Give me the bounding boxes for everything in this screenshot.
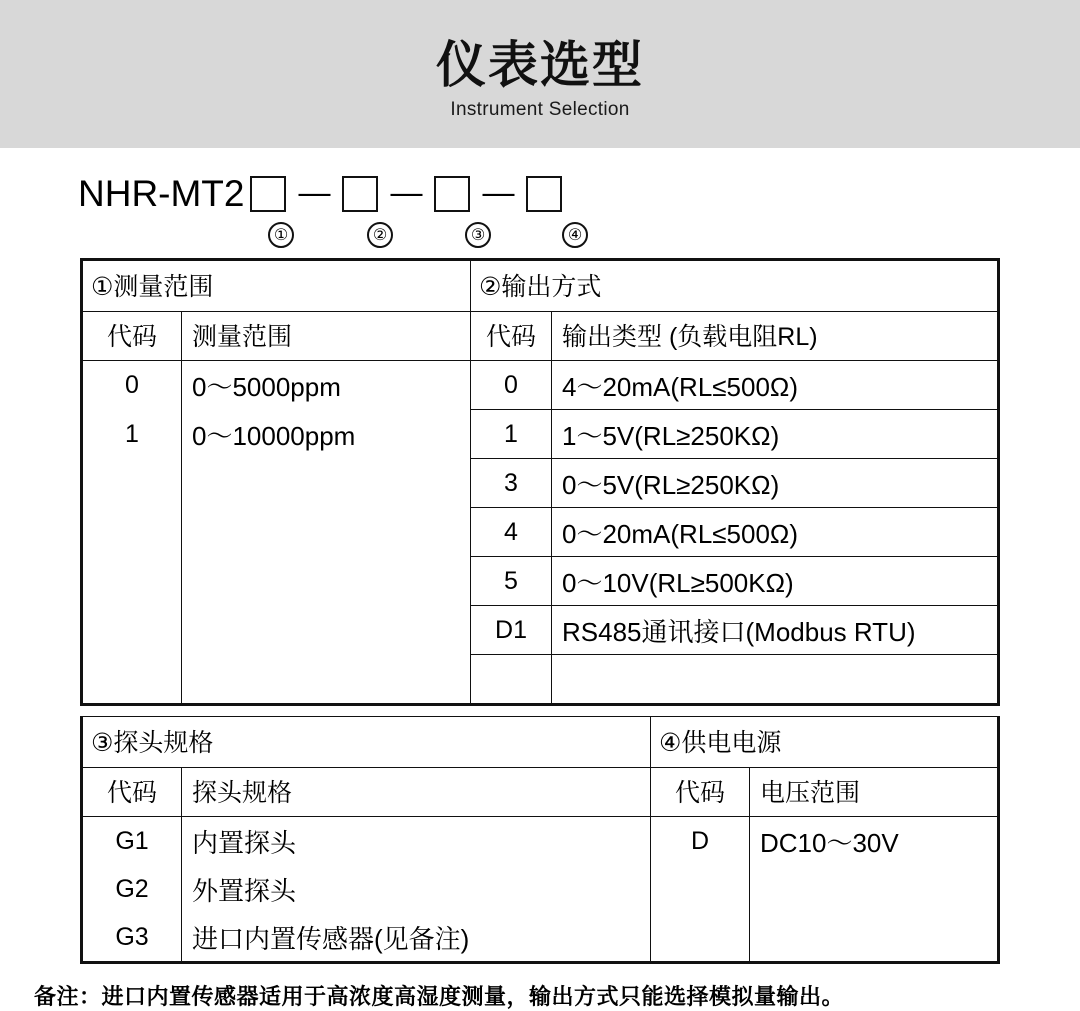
s4-spacer-1b: [750, 913, 998, 962]
model-code-row: [78, 170, 1080, 218]
model-code-markers: [268, 222, 1080, 248]
s2-row-1-value: 1～5V(RL≥250KΩ): [552, 410, 998, 459]
s2-row-5-value: RS485通讯接口(Modbus RTU): [552, 606, 998, 655]
s1-row-0-value: 0～5000ppm: [182, 361, 471, 410]
s4-spacer-0b: [750, 865, 998, 913]
table-row: [83, 606, 998, 655]
s2-col-value: 输出类型 (负载电阻RL): [552, 312, 998, 361]
s2-row-1-code: 1: [471, 410, 552, 459]
section-heading-row: [83, 261, 998, 312]
model-code-dash-1: —: [298, 174, 331, 210]
s2-row-0-code: 0: [471, 361, 552, 410]
s1-spacer-1b: [182, 508, 471, 557]
marker-3: ③: [465, 222, 491, 248]
section-heading-row: [83, 717, 998, 768]
table-row: [83, 913, 998, 962]
model-code-area: [78, 170, 1080, 248]
model-code-dash-3: —: [482, 174, 515, 210]
marker-2: ②: [367, 222, 393, 248]
table-upper: [82, 260, 998, 704]
s1-spacer-2b: [182, 557, 471, 606]
s2-spacer-0: [471, 655, 552, 704]
model-code-prefix: NHR-MT2: [78, 173, 245, 214]
s2-spacer-0b: [552, 655, 998, 704]
s3-row-0-code: G1: [83, 817, 182, 866]
table-row: [83, 557, 998, 606]
s4-row-0-code: D: [651, 817, 750, 866]
s4-row-0-value: DC10～30V: [750, 817, 998, 866]
table-row: [83, 459, 998, 508]
model-code-slot-4[interactable]: [526, 176, 562, 212]
s1-row-1-code: 1: [83, 410, 182, 459]
s3-row-2-code: G3: [83, 913, 182, 962]
marker-4: ④: [562, 222, 588, 248]
selection-table-lower: [80, 716, 1000, 964]
s4-spacer-0: [651, 865, 750, 913]
model-code-dash-2: —: [390, 174, 423, 210]
s1-row-0-code: 0: [83, 361, 182, 410]
s1-spacer-4b: [182, 655, 471, 704]
s3-row-2-value: 进口内置传感器(见备注): [182, 913, 651, 962]
footnote-remark: 备注：进口内置传感器适用于高浓度高湿度测量，输出方式只能选择模拟量输出。: [34, 984, 845, 1009]
s3-row-0-value: 内置探头: [182, 817, 651, 866]
s1-col-value: 测量范围: [182, 312, 471, 361]
table-lower: [82, 716, 998, 962]
model-code-slot-2[interactable]: [342, 176, 378, 212]
s1-spacer-4: [83, 655, 182, 704]
s1-spacer-1: [83, 508, 182, 557]
section-2-heading: ②输出方式: [471, 261, 998, 312]
s2-col-code: 代码: [471, 312, 552, 361]
s2-row-3-code: 4: [471, 508, 552, 557]
s4-spacer-1: [651, 913, 750, 962]
s2-row-2-code: 3: [471, 459, 552, 508]
s1-row-1-value: 0～10000ppm: [182, 410, 471, 459]
s2-row-2-value: 0～5V(RL≥250KΩ): [552, 459, 998, 508]
section-1-heading: ①测量范围: [83, 261, 471, 312]
table-row: [83, 817, 998, 866]
s1-spacer-3b: [182, 606, 471, 655]
table-row: [83, 865, 998, 913]
s2-row-5-code: D1: [471, 606, 552, 655]
s1-spacer-3: [83, 606, 182, 655]
s3-row-1-value: 外置探头: [182, 865, 651, 913]
table-row: [83, 508, 998, 557]
section-3-heading: ③探头规格: [83, 717, 651, 768]
page-header-banner: [0, 0, 1080, 148]
section-4-heading: ④供电电源: [651, 717, 998, 768]
s1-spacer-0b: [182, 459, 471, 508]
table-row: [83, 410, 998, 459]
table-row: [83, 655, 998, 704]
s1-col-code: 代码: [83, 312, 182, 361]
s1-spacer-2: [83, 557, 182, 606]
marker-1: ①: [268, 222, 294, 248]
s3-col-code: 代码: [83, 768, 182, 817]
page-title: 仪表选型: [436, 36, 644, 93]
page-subtitle: Instrument Selection: [450, 98, 630, 120]
s2-row-4-code: 5: [471, 557, 552, 606]
s2-row-0-value: 4～20mA(RL≤500Ω): [552, 361, 998, 410]
s3-row-1-code: G2: [83, 865, 182, 913]
s2-row-3-value: 0～20mA(RL≤500Ω): [552, 508, 998, 557]
column-heading-row: [83, 312, 998, 361]
s2-row-4-value: 0～10V(RL≥500KΩ): [552, 557, 998, 606]
table-row: [83, 361, 998, 410]
model-code-slot-1[interactable]: [250, 176, 286, 212]
s4-col-value: 电压范围: [750, 768, 998, 817]
s3-col-value: 探头规格: [182, 768, 651, 817]
s1-spacer-0: [83, 459, 182, 508]
selection-table-upper: [80, 258, 1000, 706]
s4-col-code: 代码: [651, 768, 750, 817]
column-heading-row: [83, 768, 998, 817]
model-code-slot-3[interactable]: [434, 176, 470, 212]
